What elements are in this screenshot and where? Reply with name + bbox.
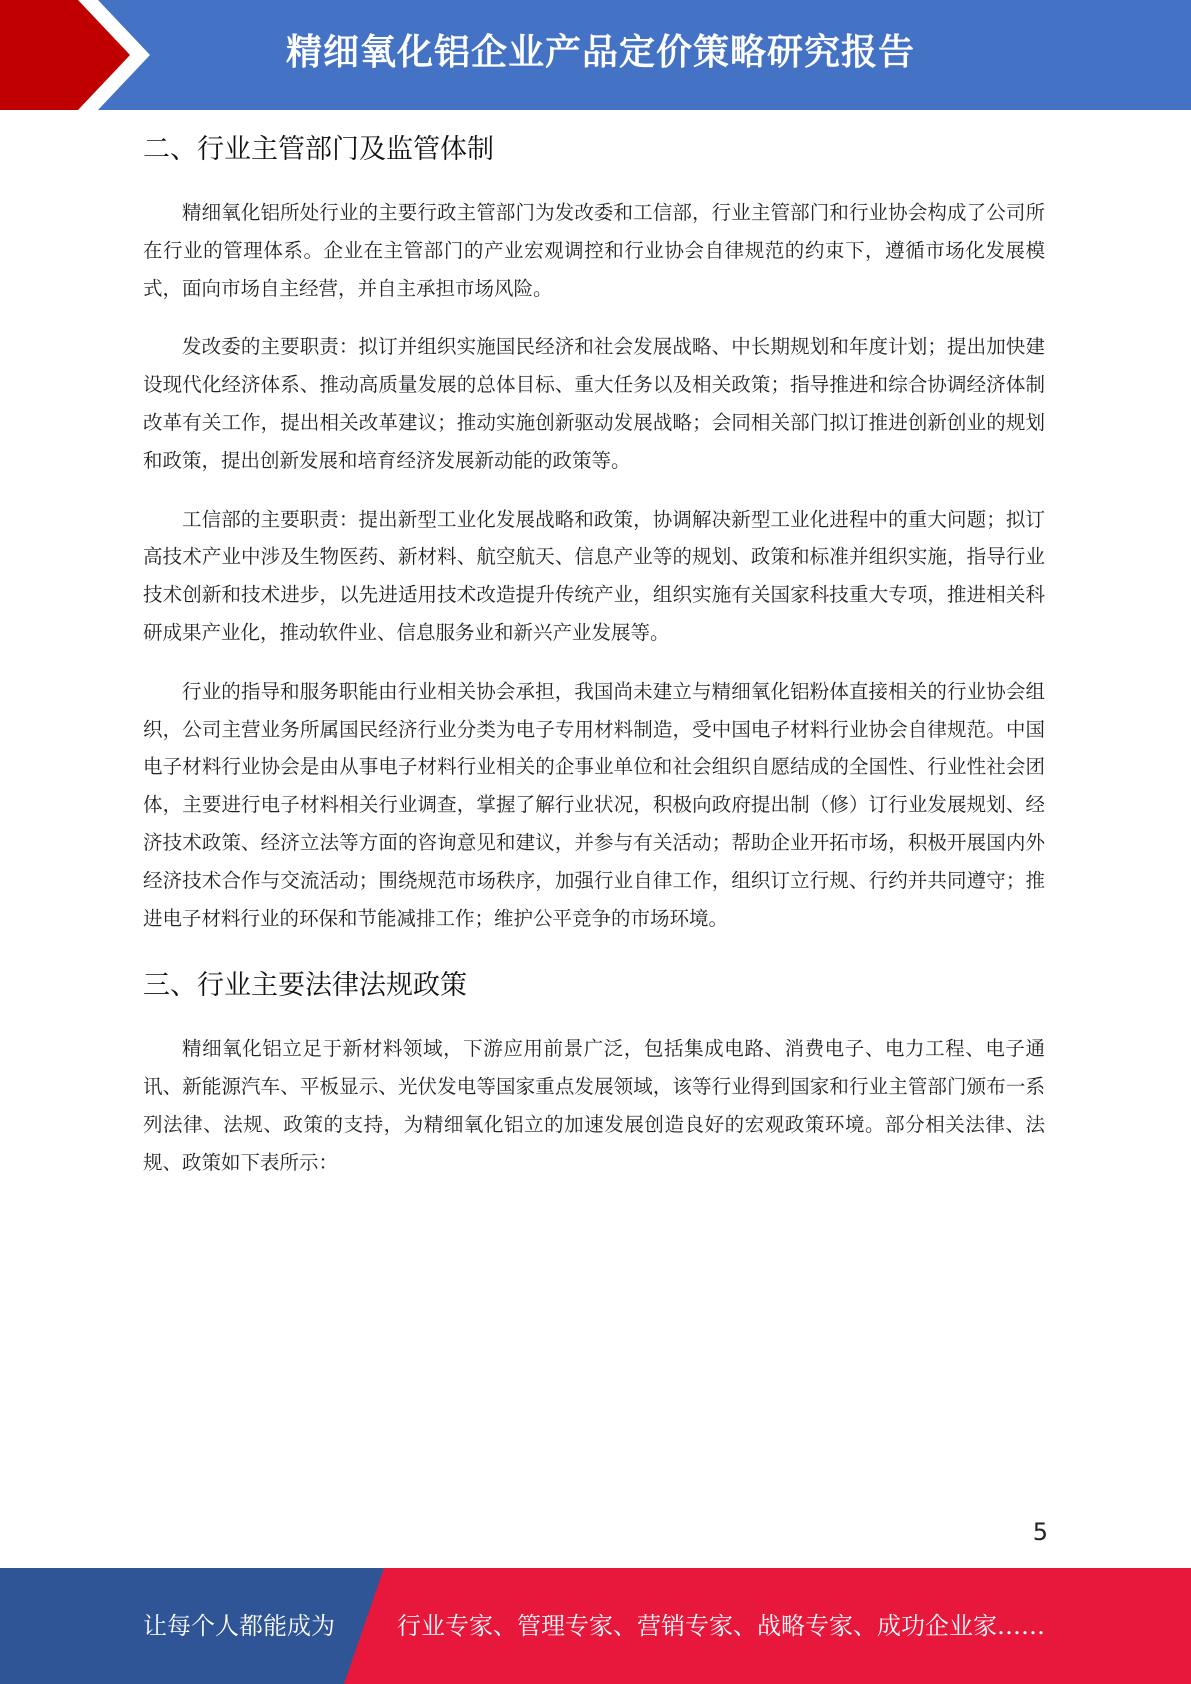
paragraph: 精细氧化铝立足于新材料领域，下游应用前景广泛，包括集成电路、消费电子、电力工程、电子通讯、新能源汽车、平板显示、光伏发电等国家重点发展领域，该等行业得到国家和行业主管部门颁布一系列法律、法规、政策的支持，为精细氧化铝立的加速发展创造良好的宏观政策环境。部分相关法律、法规、政策如下表所示： bbox=[143, 1037, 1045, 1174]
paragraph: 精细氧化铝所处行业的主要行政主管部门为发改委和工信部，行业主管部门和行业协会构成了公司所在行业的管理体系。企业在主管部门的产业宏观调控和行业协会自律规范的约束下，遵循市场化发展模式，面向市场自主经营，并自主承担市场风险。 bbox=[143, 201, 1045, 300]
page-number: 5 bbox=[1032, 1518, 1048, 1546]
report-title: 精细氧化铝企业产品定价策略研究报告 bbox=[285, 32, 915, 73]
main-content bbox=[143, 126, 1045, 1203]
header-banner bbox=[0, 0, 1191, 110]
footer-banner bbox=[0, 1568, 1191, 1684]
section-heading-regulators: 二、行业主管部门及监管体制 bbox=[143, 134, 494, 165]
paragraph: 行业的指导和服务职能由行业相关协会承担，我国尚未建立与精细氧化铝粉体直接相关的行业协会组织，公司主营业务所属国民经济行业分类为电子专用材料制造，受中国电子材料行业协会自律规范。中国电子材料行业协会是由从事电子材料行业相关的企事业单位和社会组织自愿结成的全国性、行业性社会团体，主要进行电子材料相关行业调查，掌握了解行业状况，积极向政府提出制（修）订行业发展规划、经济技术政策、经济立法等方面的咨询意见和建议，并参与有关活动；帮助企业开拓市场，积极开展国内外经济技术合作与交流活动；围绕规范市场秩序，加强行业自律工作，组织订立行规、行约并共同遵守；推进电子材料行业的环保和节能减排工作；维护公平竞争的市场环境。 bbox=[143, 679, 1045, 930]
footer-slogan-left: 让每个人都能成为 bbox=[143, 1612, 335, 1640]
paragraph: 工信部的主要职责：提出新型工业化发展战略和政策，协调解决新型工业化进程中的重大问题；拟订高技术产业中涉及生物医药、新材料、航空航天、信息产业等的规划、政策和标准并组织实施，指导行业技术创新和技术进步，以先进适用技术改造提升传统产业，组织实施有关国家科技重大专项，推进相关科研成果产业化，推动软件业、信息服务业和新兴产业发展等。 bbox=[143, 507, 1045, 644]
paragraph: 发改委的主要职责：拟订并组织实施国民经济和社会发展战略、中长期规划和年度计划；提出加快建设现代化经济体系、推动高质量发展的总体目标、重大任务以及相关政策；指导推进和综合协调经济体制改革有关工作，提出相关改革建议；推动实施创新驱动发展战略；会同相关部门拟订推进创新创业的规划和政策，提出创新发展和培育经济发展新动能的政策等。 bbox=[143, 335, 1045, 472]
footer-slogan-right: 行业专家、管理专家、营销专家、战略专家、成功企业家…… bbox=[397, 1612, 1045, 1640]
section-heading-laws: 三、行业主要法律法规政策 bbox=[143, 970, 467, 1002]
